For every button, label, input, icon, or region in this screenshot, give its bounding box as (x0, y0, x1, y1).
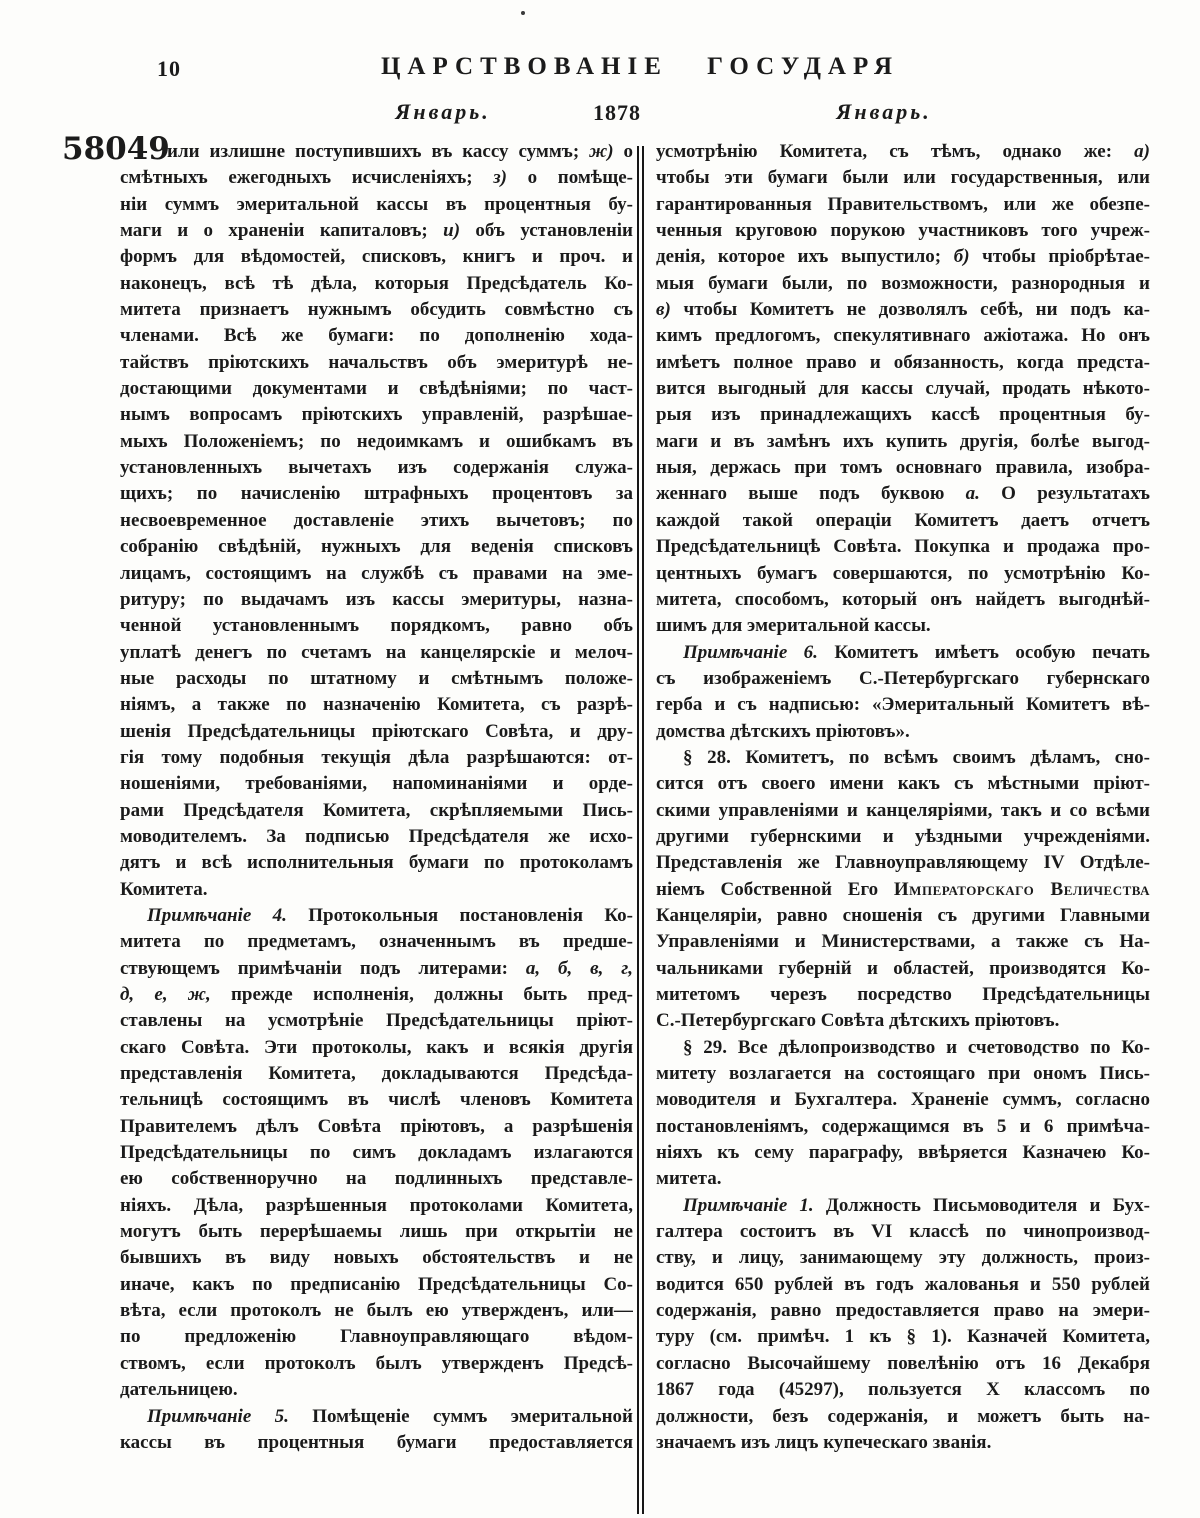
text-run: ству, и лицу, занимающему эту должность, произ- (656, 1247, 1150, 1269)
text-run: митета признаетъ нужнымъ обсудить совмѣстно съ (120, 299, 633, 321)
text-line (656, 1272, 1150, 1298)
text-line (656, 218, 1150, 244)
text-run: чтобы пріобрѣтае- (969, 246, 1150, 268)
text-line (120, 982, 633, 1008)
text-line (656, 824, 1150, 850)
text-run: значаемъ изъ лицъ купеческаго званія. (656, 1431, 992, 1453)
text-column-left (120, 139, 633, 1456)
text-line (120, 1166, 633, 1192)
text-run: иначе, какъ по предписанію Предсѣдательницы Со- (120, 1273, 633, 1295)
text-line (120, 297, 633, 323)
text-run: лицамъ, состоящимъ на службѣ съ правами на эме- (120, 562, 633, 584)
text-line (656, 613, 1150, 639)
italic-text-run: Примѣчаніе 6. (683, 641, 818, 663)
text-run: Правителемъ дѣлъ Совѣта пріютовъ, а разрѣшенія (120, 1115, 633, 1137)
text-run: ніяхъ къ сему параграфу, ввѣряется Казначею Ко- (656, 1142, 1150, 1164)
text-run: Помѣщеніе суммъ эмеритальной (288, 1405, 633, 1427)
text-run: митета. (656, 1168, 722, 1190)
text-run: митета, способомъ, который онъ найдетъ выгоднѣй- (656, 588, 1150, 610)
text-run: центныхъ бумагъ совершаются, по усмотрѣнію Ко- (656, 562, 1150, 584)
text-run: постановленіямъ, содержащимся въ 5 и 6 примѣча- (656, 1115, 1150, 1137)
text-line (656, 455, 1150, 481)
text-line (120, 1140, 633, 1166)
text-line (120, 587, 633, 613)
text-run: 1867 года (45297), пользуется X классомъ по (656, 1379, 1150, 1401)
text-run: каждой такой операціи Комитетъ даетъ отчетъ (656, 509, 1150, 531)
text-line (120, 1430, 633, 1456)
text-run: чтобы эти бумаги были или государственныя, или (656, 167, 1150, 189)
text-line (120, 1219, 633, 1245)
text-line (120, 323, 633, 349)
text-run: прежде исполненія, должны быть пред- (210, 984, 633, 1005)
text-run: мыя бумаги были, по возможности, разнородныя и (656, 272, 1150, 294)
text-run: галтера состоитъ въ VI классѣ по чинопроизвод- (656, 1221, 1150, 1243)
text-line (656, 719, 1150, 745)
year-heading: 1878 (593, 100, 641, 125)
text-run: содержанія, равно предоставляется право на эмери- (656, 1300, 1150, 1322)
text-run: вится выгодный для кассы случай, продать нѣкото- (656, 378, 1150, 400)
text-line (656, 1061, 1150, 1087)
text-line (120, 956, 633, 982)
text-run: Предсѣдательницѣ Совѣта. Покупка и продажа про- (656, 536, 1150, 558)
text-run: чальниками губерній и областей, производятся Ко- (656, 957, 1150, 979)
text-line (656, 1114, 1150, 1140)
text-run: скаго Совѣта. Эти протоколы, какъ и всякія другія (120, 1036, 633, 1058)
text-line (656, 850, 1150, 876)
text-run: гарантированныя Правительствомъ, или же обезпе- (656, 193, 1150, 215)
text-run: скими управленіями и канцеляріями, такъ и со всѣми (656, 799, 1150, 821)
text-run: дательницею. (120, 1379, 238, 1401)
text-run: ченной установленнымъ порядкомъ, равно объ (120, 615, 633, 637)
text-line (656, 1430, 1150, 1456)
text-run: могутъ быть перерѣшаемы лишь при открытіи не (120, 1221, 633, 1243)
text-run: туру (см. примѣч. 1 къ § 1). Казначей Комитета, (656, 1326, 1150, 1348)
text-line (656, 666, 1150, 692)
text-line (656, 745, 1150, 771)
text-line (656, 508, 1150, 534)
text-run: маги и о храненіи капиталовъ; (120, 220, 444, 242)
text-run: гія тому подобныя текущія дѣла разрѣшаются: от- (120, 746, 633, 768)
column-divider-rule (637, 146, 644, 1514)
text-run: чтобы Комитетъ не дозволялъ себѣ, ни подъ ка- (670, 299, 1150, 321)
text-line (656, 692, 1150, 718)
text-run: бывшихъ въ виду новыхъ обстоятельствъ и не (120, 1247, 633, 1269)
text-run: мыхъ Положеніемъ; по недоимкамъ и ошибкамъ въ (120, 430, 633, 452)
text-line (656, 323, 1150, 349)
text-run: шенія Предсѣдательницы пріютскаго Совѣта, и дру- (120, 720, 633, 742)
text-line (120, 850, 633, 876)
text-run: сится отъ своего имени какъ съ мѣстными пріют- (656, 773, 1150, 795)
text-line (656, 1219, 1150, 1245)
text-line (656, 1377, 1150, 1403)
text-line (656, 798, 1150, 824)
text-line (120, 165, 633, 191)
text-line (120, 903, 633, 929)
text-run: митетомъ черезъ посредство Предсѣдательницы (656, 984, 1150, 1005)
text-line (656, 1035, 1150, 1061)
text-line (120, 824, 633, 850)
text-run: рыя изъ принадлежащихъ кассѣ процентныя бу- (656, 404, 1150, 426)
text-run: дятъ и всѣ исполнительныя бумаги по протоколамъ (120, 852, 633, 874)
text-column-right (656, 139, 1150, 1456)
text-line (656, 534, 1150, 560)
text-line (120, 350, 633, 376)
text-run: герба и съ надписью: «Эмеритальный Комитетъ вѣ- (656, 694, 1150, 716)
text-run: ченныя круговою порукою участниковъ того учреж- (656, 220, 1150, 242)
text-run: по предложенію Главноуправляющаго вѣдом- (120, 1326, 633, 1348)
text-run: ношеніями, требованіями, напоминаніями и орде- (120, 773, 633, 795)
text-line (120, 429, 633, 455)
text-line (656, 376, 1150, 402)
text-run: ныя, держась при томъ основнаго правила, изобра- (656, 457, 1150, 479)
text-line (120, 1035, 633, 1061)
text-line (120, 139, 633, 165)
text-line (656, 1087, 1150, 1113)
text-run: ствующемъ примѣчаніи подъ литерами: (120, 957, 526, 979)
text-run: ею собственноручно на подлинныхъ представле- (120, 1168, 633, 1190)
text-line (120, 1377, 633, 1403)
text-line (120, 666, 633, 692)
text-run: ставлены на усмотрѣніе Предсѣдательницы пріют- (120, 1010, 633, 1032)
text-line (656, 271, 1150, 297)
text-line (120, 1245, 633, 1271)
text-run: кимъ предлогомъ, спекулятивнаго ажіотажа. Но онъ (656, 325, 1150, 347)
text-line (120, 798, 633, 824)
text-run: женнаго выше подъ буквою (656, 483, 966, 505)
text-line (120, 1272, 633, 1298)
italic-text-run: Примѣчаніе 5. (147, 1405, 289, 1427)
text-line (120, 455, 633, 481)
text-line (120, 640, 633, 666)
text-line (120, 877, 633, 903)
text-run: смѣтныхъ ежегодныхъ исчисленіяхъ; (120, 167, 494, 189)
text-line (656, 956, 1150, 982)
text-run: нымъ вопросамъ пріютскихъ управленій, разрѣшае- (120, 404, 633, 426)
text-run: водится 650 рублей въ годъ жалованья и 550 рублей (656, 1273, 1150, 1295)
text-line (120, 271, 633, 297)
text-run: Канцеляріи, равно сношенія съ другими Главными (656, 904, 1150, 926)
text-run: ніи суммъ эмеритальной кассы въ процентныя бу- (120, 193, 633, 215)
italic-text-run: а. (965, 483, 980, 505)
text-line (656, 771, 1150, 797)
text-run: ніямъ, а также по назначенію Комитета, съ разрѣ- (120, 694, 633, 716)
margin-act-number: 58049 (62, 131, 170, 167)
page-number: 10 (157, 56, 181, 81)
text-line (656, 561, 1150, 587)
text-run: уплатѣ денегъ по счетамъ на канцелярскіе и мелоч- (120, 641, 633, 663)
text-run: ные расходы по штатному и смѣтнымъ положе- (120, 667, 633, 689)
text-run: моводителемъ. За подписью Предсѣдателя же исхо- (120, 825, 633, 847)
text-run: согласно Высочайшему повелѣнію отъ 16 Декабря (656, 1352, 1150, 1374)
text-run: наконецъ, всѣ тѣ дѣла, которыя Предсѣдатель Ко- (120, 272, 633, 294)
text-run: Комитетъ имѣетъ особую печать (817, 641, 1150, 663)
text-run: денія, которое ихъ выпустило; (656, 246, 954, 268)
text-run: другими губернскими и уѣздными учрежденіями. (656, 825, 1150, 847)
text-line (120, 508, 633, 534)
italic-text-run: з) (493, 167, 508, 189)
text-line (656, 929, 1150, 955)
text-run: ніяхъ. Дѣла, разрѣшенныя протоколами Комитета, (120, 1194, 633, 1216)
running-title: ЦАРСТВОВАНІЕ ГОСУДАРЯ (380, 53, 900, 80)
text-line (656, 1140, 1150, 1166)
text-run: § 29. Все дѣлопроизводство и счетоводство по Ко- (683, 1036, 1150, 1058)
italic-text-run: и) (443, 220, 461, 242)
text-line (656, 1008, 1150, 1034)
text-line (656, 350, 1150, 376)
text-line (120, 534, 633, 560)
text-line (656, 165, 1150, 191)
text-run: ніемъ Собственной Его (656, 878, 894, 900)
text-line (120, 745, 633, 771)
italic-text-run: д, е, ж, (120, 984, 211, 1005)
text-run: моводителя и Бухгалтера. Храненіе суммъ, согласно (656, 1089, 1150, 1111)
month-heading-right: Январь. (836, 99, 932, 124)
text-line (120, 613, 633, 639)
text-run: достающими документами и свѣдѣніями; по част- (120, 378, 633, 400)
text-run: домства дѣтскихъ пріютовъ». (656, 720, 910, 742)
text-line (656, 429, 1150, 455)
text-line (656, 903, 1150, 929)
text-run: о помѣще- (507, 167, 633, 189)
text-line (656, 244, 1150, 270)
italic-text-run: в) (656, 299, 671, 321)
text-run: С.-Петербургскаго Совѣта дѣтскихъ пріютовъ. (656, 1010, 1060, 1032)
text-line (120, 561, 633, 587)
text-run: рами Предсѣдателя Комитета, скрѣпляемыми Пись- (120, 799, 633, 821)
text-line (120, 1114, 633, 1140)
text-line (656, 877, 1150, 903)
text-line (120, 376, 633, 402)
italic-text-run: Примѣчаніе 4. (147, 904, 287, 926)
smallcaps-text-run: Императорскаго Величества (893, 878, 1150, 900)
text-line (656, 139, 1150, 165)
text-run: Предсѣдательницы по симъ докладамъ излагаются (120, 1142, 633, 1164)
italic-text-run: а) (1134, 141, 1150, 162)
text-run: членами. Всѣ же бумаги: по дополненію хода- (120, 325, 633, 347)
text-line (120, 929, 633, 955)
text-run: установленныхъ вычетахъ изъ содержанія служа- (120, 457, 633, 479)
text-run: митету возлагается на состоящаго при ономъ Пись- (656, 1063, 1150, 1085)
text-run: митета по предметамъ, означеннымъ въ предше- (120, 931, 633, 953)
text-run: шимъ для эмеритальной кассы. (656, 615, 931, 637)
text-run: тельницѣ состоящимъ въ числѣ членовъ Комитета (120, 1089, 633, 1111)
text-run: Управленіями и Министерствами, а также съ На- (656, 931, 1150, 953)
text-line (656, 1404, 1150, 1430)
text-run: О результатахъ (979, 483, 1150, 505)
text-line (656, 1324, 1150, 1350)
text-line (656, 481, 1150, 507)
text-line (656, 1245, 1150, 1271)
text-run: вѣта, если протоколъ не былъ ею утвержденъ, или— (120, 1300, 633, 1322)
text-line (120, 192, 633, 218)
text-line (120, 1298, 633, 1324)
text-line (120, 771, 633, 797)
text-line (120, 1087, 633, 1113)
italic-text-run: Примѣчаніе 1. (683, 1194, 814, 1216)
text-run: должности, безъ содержанія, и можетъ быть на- (656, 1405, 1150, 1427)
text-line (656, 1298, 1150, 1324)
month-heading-left: Январь. (395, 99, 491, 124)
text-line (656, 192, 1150, 218)
text-run: съ изображеніемъ С.-Петербургскаго губернскаго (656, 667, 1150, 689)
text-line (120, 244, 633, 270)
text-line (120, 218, 633, 244)
italic-text-run: ж) (589, 141, 614, 162)
text-line (120, 1404, 633, 1430)
text-line (120, 402, 633, 428)
text-line (120, 1008, 633, 1034)
text-line (120, 1351, 633, 1377)
text-run: Должность Письмоводителя и Бух- (813, 1194, 1150, 1216)
text-line (120, 719, 633, 745)
text-run: Комитета. (120, 878, 208, 900)
text-line (656, 640, 1150, 666)
text-run: § 28. Комитетъ, по всѣмъ своимъ дѣламъ, сно- (683, 746, 1150, 768)
text-line (656, 1351, 1150, 1377)
text-line (656, 402, 1150, 428)
italic-text-run: б) (953, 246, 970, 268)
text-run: формъ для вѣдомостей, списковъ, книгъ и проч. и (120, 246, 633, 268)
italic-text-run: а, б, в, г, (525, 957, 633, 979)
text-run: несвоевременное доставленіе этихъ вычетовъ; по (120, 509, 633, 531)
text-run: объ установленіи (460, 220, 633, 242)
text-line (656, 587, 1150, 613)
text-run: маги и въ замѣнъ ихъ купить другія, болѣе выгод- (656, 430, 1150, 452)
text-run: Представленія же Главноуправляющему IV Отдѣле- (656, 852, 1150, 874)
text-run: усмотрѣнію Комитета, съ тѣмъ, однако же: (656, 141, 1135, 162)
text-run: представленія Комитета, докладываются Предсѣда- (120, 1063, 633, 1085)
text-run: Протокольныя постановленія Ко- (286, 904, 633, 926)
text-run: о (613, 141, 633, 162)
text-run: щихъ; по начисленію штрафныхъ процентовъ за (120, 483, 633, 505)
text-line (120, 1061, 633, 1087)
text-run: ствомъ, если протоколъ былъ утвержденъ Предсѣ- (120, 1352, 633, 1374)
text-line (120, 692, 633, 718)
text-line (656, 297, 1150, 323)
text-line (120, 481, 633, 507)
text-run: собранію свѣдѣній, нужныхъ для веденія списковъ (120, 536, 633, 558)
text-run: кассы въ процентныя бумаги предоставляется (120, 1431, 633, 1453)
text-run: ритуру; по выдачамъ изъ кассы эмеритуры, назна- (120, 588, 633, 610)
scan-speck (521, 11, 525, 15)
text-run: тайствъ пріютскихъ начальствъ объ эмеритурѣ не- (120, 351, 633, 373)
text-line (120, 1324, 633, 1350)
text-line (656, 1193, 1150, 1219)
text-run: или излишне поступившихъ въ кассу суммъ; (167, 141, 590, 162)
text-line (656, 1166, 1150, 1192)
text-line (656, 982, 1150, 1008)
text-line (120, 1193, 633, 1219)
text-run: имѣетъ полное право и обязанность, когда предста- (656, 351, 1150, 373)
